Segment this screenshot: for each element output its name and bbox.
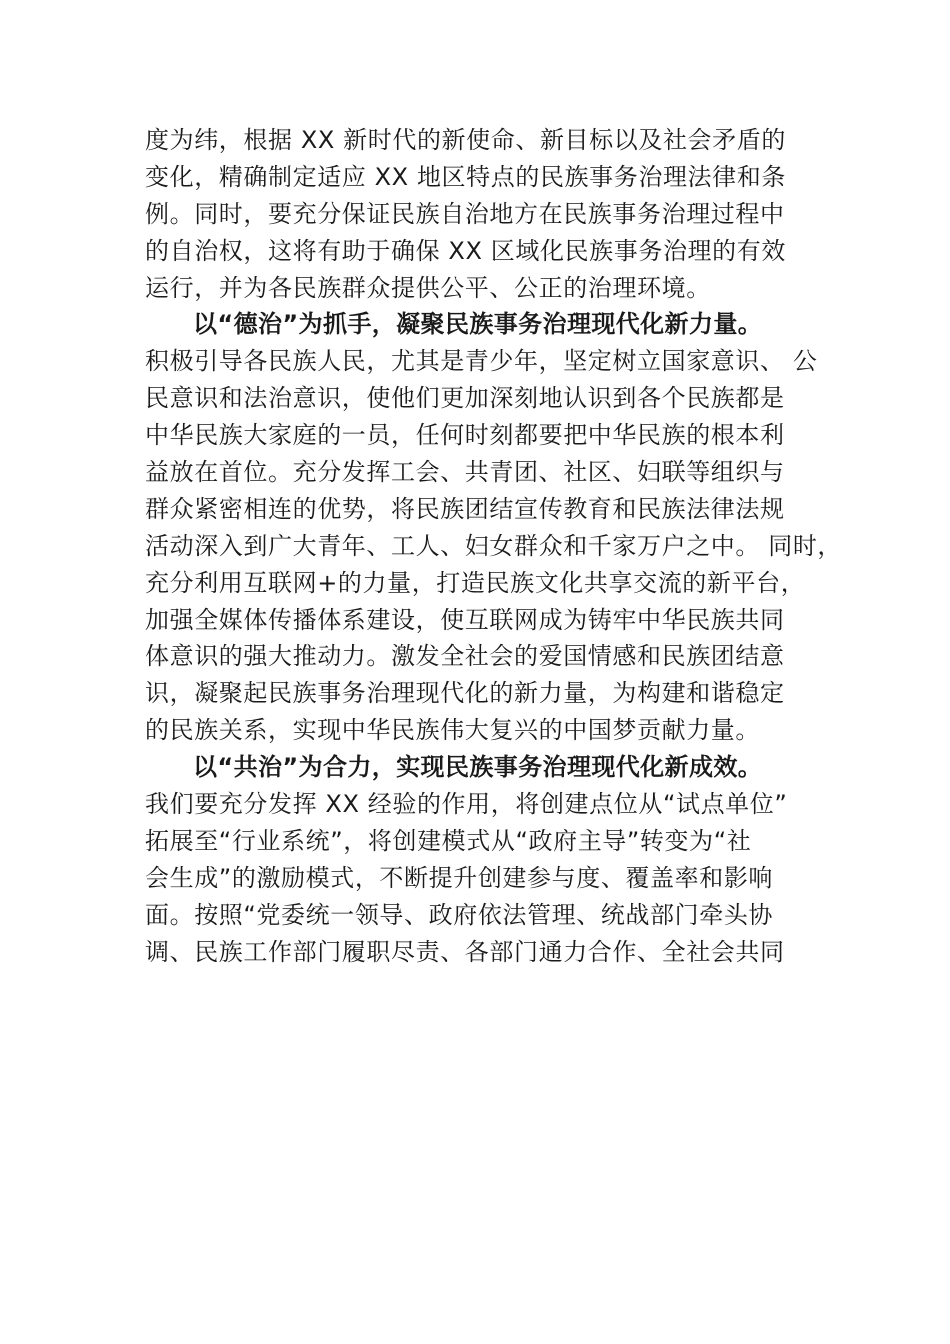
text-line: 中华民族大家庭的一员，任何时刻都要把中华民族的根本利 [145,421,785,450]
text-line: 充分利用互联网+的力量，打造民族文化共享交流的新平台， [145,568,806,597]
text-line: 民意识和法治意识，使他们更加深刻地认识到各个民族都是 [145,384,785,413]
section-heading-dezhi: 以“德治”为抓手，凝聚民族事务治理现代化新力量。 [193,310,763,339]
text-line: 例。同时，要充分保证民族自治地方在民族事务治理过程中 [145,199,785,228]
text-line: 识，凝聚起民族事务治理现代化的新力量，为构建和谐稳定 [145,679,785,708]
text-line: 度为纬，根据 XX 新时代的新使命、新目标以及社会矛盾的 [145,126,786,154]
text-line: 我们要充分发挥 XX 经验的作用，将创建点位从“试点单位” [145,790,788,819]
text-line: 运行，并为各民族群众提供公平、公正的治理环境。 [145,273,711,302]
text-line: 加强全媒体传播体系建设，使互联网成为铸牢中华民族共同 [145,605,785,634]
text-line: 的自治权，这将有助于确保 XX 区域化民族事务治理的有效 [145,236,786,265]
text-line: 体意识的强大推动力。激发全社会的爱国情感和民族团结意 [145,642,785,671]
body-text [145,122,845,970]
text-line: 群众紧密相连的优势，将民族团结宣传教育和民族法律法规 [145,494,785,523]
text-line: 拓展至“行业系统”，将创建模式从“政府主导”转变为“社 [145,826,752,855]
text-line: 的民族关系，实现中华民族伟大复兴的中国梦贡献力量。 [145,716,760,745]
section-heading-gongzhi: 以“共治”为合力，实现民族事务治理现代化新成效。 [193,753,763,782]
text-line: 会生成”的激励模式，不断提升创建参与度、覆盖率和影响 [145,863,774,892]
text-line: 活动深入到广大青年、工人、妇女群众和千家万户之中。 同时， [145,531,843,560]
text-line: 益放在首位。充分发挥工会、共青团、社区、妇联等组织与 [145,458,785,487]
text-line: 变化，精确制定适应 XX 地区特点的民族事务治理法律和条 [145,162,786,191]
text-line: 面。按照“党委统一领导、政府依法管理、统战部门牵头协 [145,900,774,929]
text-line: 调、民族工作部门履职尽责、各部门通力合作、全社会共同 [145,937,785,966]
text-line: 积极引导各民族人民，尤其是青少年，坚定树立国家意识、 公 [145,347,818,376]
